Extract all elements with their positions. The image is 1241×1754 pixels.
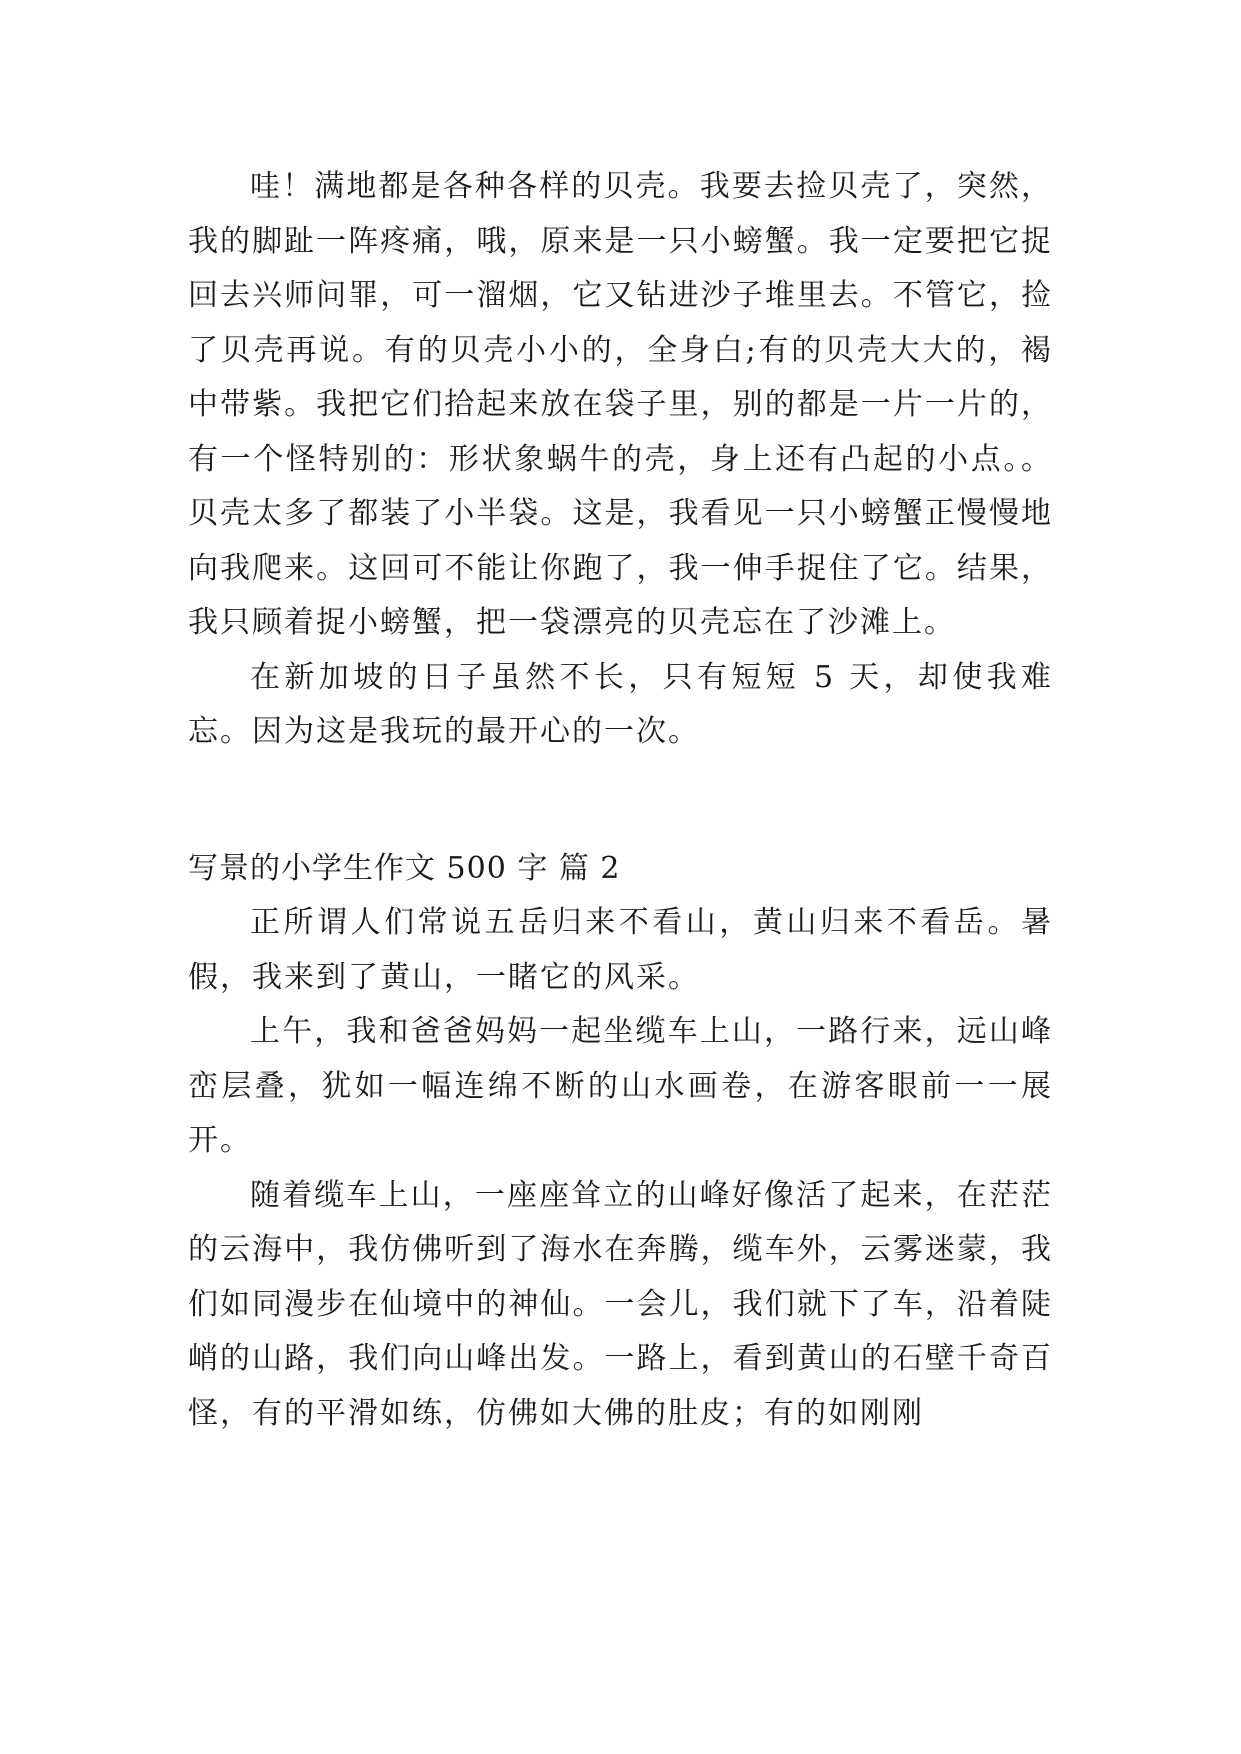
- paragraph-mountain-climb: 随着缆车上山，一座座耸立的山峰好像活了起来，在茫茫的云海中，我仿佛听到了海水在奔腾，缆车外，云雾迷蒙，我们如同漫步在仙境中的神仙。一会儿，我们就下了车，沿着陡峭的山路，我们向山峰出发。一路上，看到黄山的石壁千奇百怪，有的平滑如练，仿佛如大佛的肚皮；有的如刚刚: [188, 1177, 1053, 1431]
- section-heading: 写景的小学生作文 500 字 篇 2: [188, 850, 621, 886]
- paragraph-singapore-conclusion: 在新加坡的日子虽然不长，只有短短 5 天，却使我难忘。因为这是我玩的最开心的一次。: [188, 659, 1053, 749]
- section-spacer: [188, 760, 1053, 842]
- paragraph-huangshan-intro: 正所谓人们常说五岳归来不看山，黄山归来不看岳。暑假，我来到了黄山，一睹它的风采。: [188, 905, 1053, 995]
- document-body: [188, 160, 1053, 1441]
- paragraph-cable-car: 上午，我和爸爸妈妈一起坐缆车上山，一路行来，远山峰峦层叠，犹如一幅连绵不断的山水画卷，在游客眼前一一展开。: [188, 1014, 1053, 1158]
- paragraph-seashells: 哇！满地都是各种各样的贝壳。我要去捡贝壳了，突然，我的脚趾一阵疼痛，哦，原来是一只小螃蟹。我一定要把它捉回去兴师问罪，可一溜烟，它又钻进沙子堆里去。不管它，捡了贝壳再说。有的贝壳小小的，全身白;有的贝壳大大的，褐中带紫。我把它们拾起来放在袋子里，别的都是一片一片的，有一个怪特别的：形状象蜗牛的壳，身上还有凸起的小点。。贝壳太多了都装了小半袋。这是，我看见一只小螃蟹正慢慢地向我爬来。这回可不能让你跑了，我一伸手捉住了它。结果，我只顾着捉小螃蟹，把一袋漂亮的贝壳忘在了沙滩上。: [188, 169, 1053, 640]
